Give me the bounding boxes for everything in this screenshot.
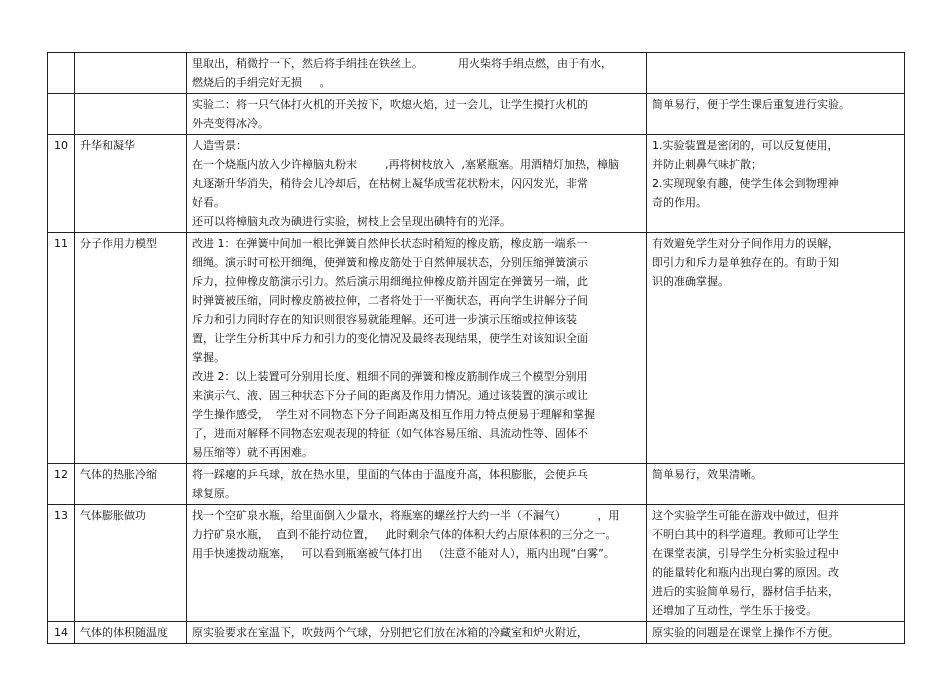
method-cell [187, 505, 647, 622]
notes-cell [647, 53, 905, 94]
table-row [48, 94, 905, 135]
method-line: 斥力，拉伸橡皮筋演示引力。然后演示用细绳拉伸橡皮筋并固定在弹簧另一端，此 [192, 275, 588, 288]
table-body [48, 53, 905, 644]
method-cell [187, 94, 647, 135]
table-row [48, 53, 905, 94]
method-line: 斥力和引力同时存在的知识则很容易就能理解。还可进一步演示压缩或拉伸该装 [192, 313, 577, 326]
experiment-name-cell [75, 505, 187, 622]
notes-cell [647, 622, 905, 644]
row-number-cell [48, 505, 75, 622]
experiment-name-cell [75, 464, 187, 505]
table-row [48, 622, 905, 644]
table-row [48, 233, 905, 464]
row-number: 10 [54, 139, 68, 152]
method-cell [187, 53, 647, 94]
notes-line: 还增加了互动性，学生乐于接受。 [652, 604, 817, 617]
method-line: 球复原。 [192, 487, 236, 500]
experiment-name-cell [75, 53, 187, 94]
notes-line: 奇的作用。 [652, 196, 707, 209]
method-line: 掌握。 [192, 351, 225, 364]
method-line: 实验二：将一只气体打火机的开关按下，吹熄火焰，过一会儿，让学生摸打火机的 [192, 98, 588, 111]
experiment-name-cell [75, 135, 187, 233]
experiment-table [47, 52, 905, 644]
method-cell [187, 622, 647, 644]
notes-line: 进后的实验简单易行，器材信手拈来， [652, 585, 839, 598]
method-cell [187, 464, 647, 505]
method-line: 还可以将樟脑丸改为碘进行实验，树枝上会呈现出碘特有的光泽。 [192, 215, 511, 228]
method-line: 里取出，稍微拧一下，然后将手绢挂在铁丝上。 用火柴将手绢点燃，由于有水， [192, 57, 612, 70]
method-line: 好看。 [192, 196, 225, 209]
row-number: 13 [54, 509, 68, 522]
notes-cell [647, 464, 905, 505]
method-line: 燃烧后的手绢完好无损 。 [192, 76, 331, 89]
notes-cell [647, 505, 905, 622]
notes-cell [647, 135, 905, 233]
row-number-cell [48, 622, 75, 644]
row-number: 12 [54, 468, 68, 481]
method-line: 置，让学生分析其中斥力和引力的变化情况及最终表现结果，使学生对该知识全面 [192, 332, 588, 345]
row-number-cell [48, 53, 75, 94]
row-number-cell [48, 94, 75, 135]
experiment-name: 气体的热胀冷缩 [80, 468, 157, 481]
method-line: 找一个空矿泉水瓶，给里面倒入少量水，将瓶塞的螺丝拧大约一半（不漏气） ，用 [192, 509, 620, 522]
document-page [47, 52, 904, 644]
method-line: 来演示气、液、固三种状态下分子间的距离及作用力情况。通过该装置的演示或让 [192, 389, 588, 402]
row-number: 11 [54, 237, 68, 250]
method-line: 力拧矿泉水瓶， 直到不能拧动位置， 此时剩余气体的体积大约占原体积的三分之一。 [192, 528, 617, 541]
method-line: 原实验要求在室温下，吹鼓两个气球，分别把它们放在冰箱的冷藏室和炉火附近， [192, 626, 588, 639]
notes-line: 1.实验装置是密闭的，可以反复使用， [652, 139, 839, 152]
experiment-name: 气体膨胀做功 [80, 509, 146, 522]
method-line: 学生操作感受， 学生对不同物态下分子间距离及相互作用力特点便易于理解和掌握 [192, 408, 595, 421]
notes-line: 的能量转化和瓶内出现白雾的原因。改 [652, 566, 839, 579]
experiment-name: 气体的体积随温度 [80, 626, 168, 639]
method-line: 丸逐渐升华消失，稍待会儿冷却后，在枯树上凝华成雪花状粉末，闪闪发光，非常 [192, 177, 588, 190]
method-line: 外壳变得冰冷。 [192, 117, 269, 130]
notes-line: 原实验的问题是在课堂上操作不方便。 [652, 626, 839, 639]
notes-line: 识的准确掌握。 [652, 275, 729, 288]
method-line: 易压缩等）就不再困难。 [192, 446, 313, 459]
method-line: 在一个烧瓶内放入少许樟脑丸粉末 ,再将树枝放入 ,塞紧瓶塞。用酒精灯加热，樟脑 [192, 158, 619, 171]
notes-line: 即引力和斥力是单独存在的。有助于知 [652, 256, 839, 269]
notes-cell [647, 94, 905, 135]
row-number: 14 [54, 626, 68, 639]
method-line: 细绳。演示时可松开细绳，使弹簧和橡皮筋处于自然伸展状态，分别压缩弹簧演示 [192, 256, 588, 269]
experiment-name-cell [75, 94, 187, 135]
method-cell [187, 135, 647, 233]
notes-line: 不明白其中的科学道理。教师可让学生 [652, 528, 839, 541]
notes-line: 简单易行，效果清晰。 [652, 468, 762, 481]
method-line: 人造雪景： [192, 139, 247, 152]
notes-cell [647, 233, 905, 464]
method-line: 时弹簧被压缩，同时橡皮筋被拉伸，二者将处于一平衡状态，再向学生讲解分子间 [192, 294, 588, 307]
notes-line: 并防止刺鼻气味扩散； [652, 158, 762, 171]
method-line: 改进 2：以上装置可分别用长度、粗细不同的弹簧和橡皮筋制作成三个模型分别用 [192, 370, 588, 383]
table-row [48, 505, 905, 622]
notes-line: 在课堂表演，引导学生分析实验过程中 [652, 547, 839, 560]
method-line: 将一踩瘪的乒乓球，放在热水里，里面的气体由于温度升高，体积膨胀，会使乒乓 [192, 468, 588, 481]
row-number-cell [48, 135, 75, 233]
notes-line: 有效避免学生对分子间作用力的误解， [652, 237, 839, 250]
table-row [48, 135, 905, 233]
notes-line: 这个实验学生可能在游戏中做过，但并 [652, 509, 839, 522]
row-number-cell [48, 464, 75, 505]
table-row [48, 464, 905, 505]
experiment-name: 分子作用力模型 [80, 237, 157, 250]
notes-line: 2.实现现象有趣，使学生体会到物理神 [652, 177, 839, 190]
notes-line: 简单易行，便于学生课后重复进行实验。 [652, 98, 850, 111]
method-cell [187, 233, 647, 464]
method-line: 改进 1：在弹簧中间加一根比弹簧自然伸长状态时稍短的橡皮筋，橡皮筋一端系一 [192, 237, 588, 250]
row-number-cell [48, 233, 75, 464]
method-line: 用手快速拨动瓶塞， 可以看到瓶塞被气体打出 （注意不能对人），瓶内出现“白雾”。 [192, 547, 615, 560]
method-line: 了，进而对解释不同物态宏观表现的特征（如气体容易压缩、具流动性等、固体不 [192, 427, 588, 440]
experiment-name: 升华和凝华 [80, 139, 135, 152]
experiment-name-cell [75, 233, 187, 464]
experiment-name-cell [75, 622, 187, 644]
